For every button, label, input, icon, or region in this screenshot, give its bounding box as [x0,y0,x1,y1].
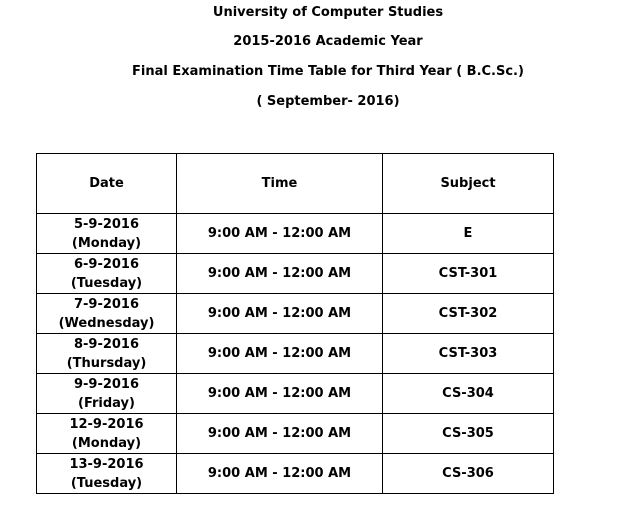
table-row [37,374,554,414]
date-value: 12-9-2016 [69,416,144,432]
subject-cell: CS-305 [383,414,554,454]
subject-cell: CS-306 [383,454,554,494]
exam-timetable [36,153,554,494]
time-cell: 9:00 AM - 12:00 AM [177,374,383,414]
column-header-date: Date [37,154,177,214]
day-value: (Wednesday) [58,315,155,331]
academic-year: 2015-2016 Academic Year [233,34,423,49]
date-value: 7-9-2016 [73,296,140,312]
table-row [37,414,554,454]
date-cell [37,414,177,454]
subject-cell: CST-302 [383,294,554,334]
time-cell: 9:00 AM - 12:00 AM [177,254,383,294]
date-cell [37,254,177,294]
day-value: (Friday) [78,395,135,411]
day-value: (Tuesday) [70,475,143,491]
date-value: 5-9-2016 [73,216,140,232]
column-header-subject: Subject [383,154,554,214]
date-value: 8-9-2016 [73,336,140,352]
subject-cell: CS-304 [383,374,554,414]
column-header-time: Time [177,154,383,214]
subject-cell: CST-303 [383,334,554,374]
table-row [37,254,554,294]
date-cell [37,294,177,334]
university-title: University of Computer Studies [212,5,444,20]
subject-cell: CST-301 [383,254,554,294]
exam-month: ( September- 2016) [256,94,400,109]
time-cell: 9:00 AM - 12:00 AM [177,294,383,334]
date-value: 9-9-2016 [73,376,140,392]
time-cell: 9:00 AM - 12:00 AM [177,454,383,494]
time-cell: 9:00 AM - 12:00 AM [177,214,383,254]
date-cell [37,334,177,374]
exam-title: Final Examination Time Table for Third Year ( B.C.Sc.) [132,64,524,79]
day-value: (Monday) [71,235,142,251]
time-cell: 9:00 AM - 12:00 AM [177,414,383,454]
date-cell [37,374,177,414]
date-value: 13-9-2016 [69,456,144,472]
day-value: (Thursday) [66,355,147,371]
date-cell [37,454,177,494]
date-value: 6-9-2016 [73,256,140,272]
table-row [37,214,554,254]
table-row [37,334,554,374]
table-row [37,294,554,334]
table-header-row [37,154,554,214]
day-value: (Tuesday) [70,275,143,291]
subject-cell: E [383,214,554,254]
day-value: (Monday) [71,435,142,451]
table-row [37,454,554,494]
date-cell [37,214,177,254]
time-cell: 9:00 AM - 12:00 AM [177,334,383,374]
